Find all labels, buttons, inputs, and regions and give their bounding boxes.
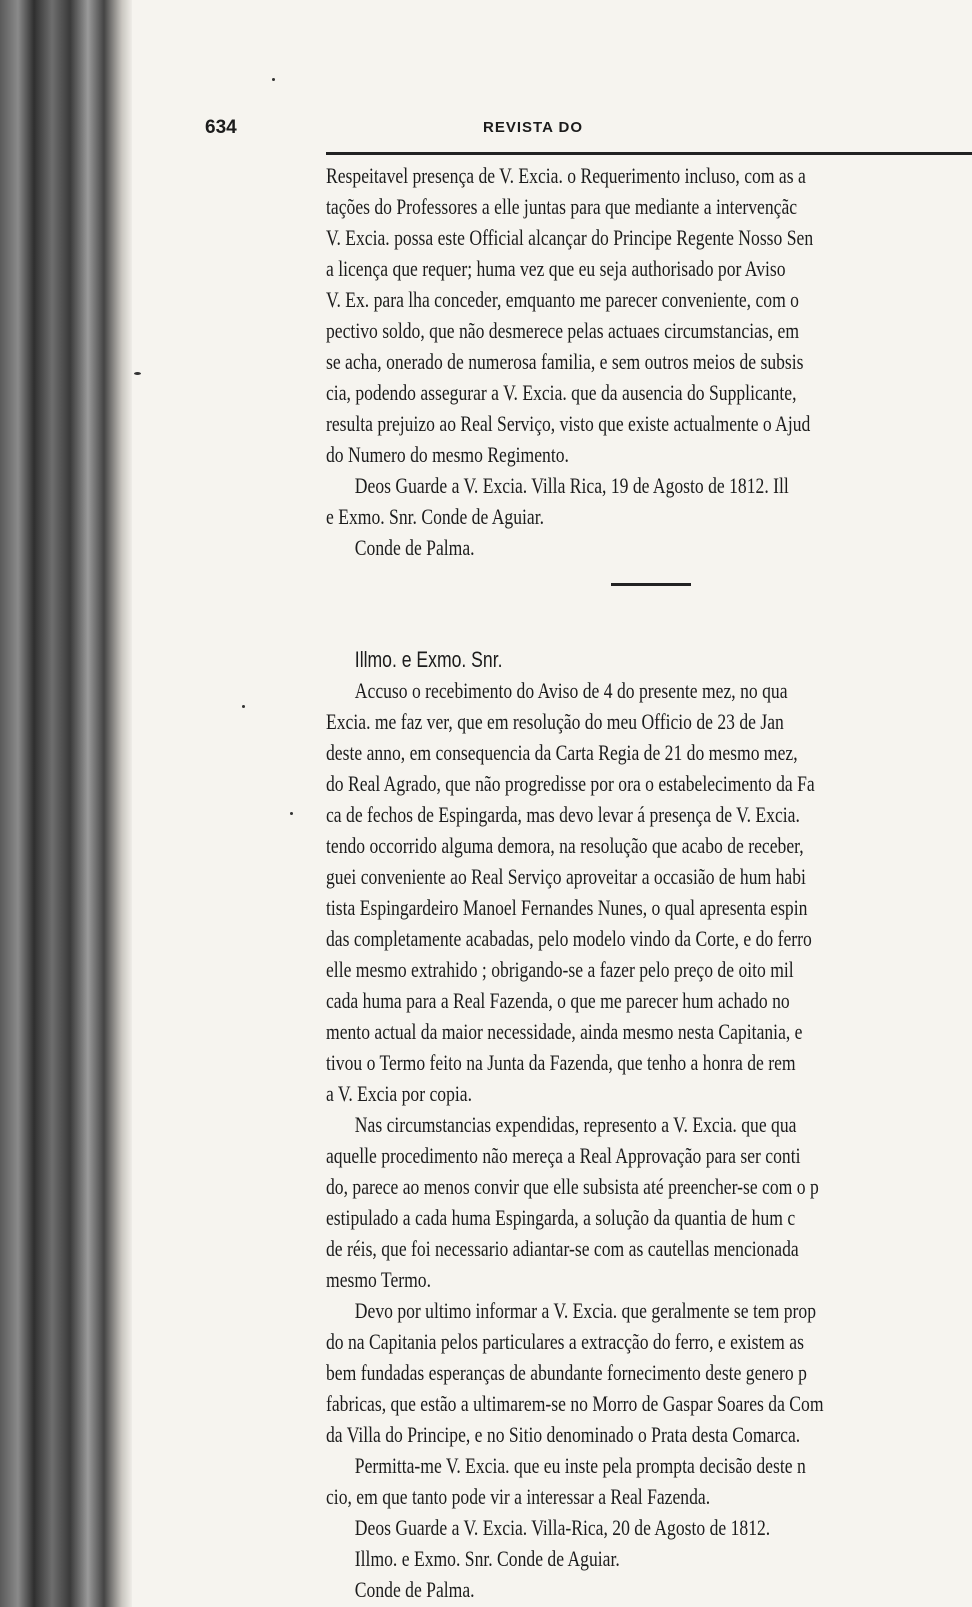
text-line: do, parece ao menos convir que elle subsista até preencher-se com o p [326,1174,819,1199]
section-separator [611,583,691,586]
closing-line: Deos Guarde a V. Excia. Villa Rica, 19 de Agosto de 1812. Ill [354,473,789,498]
text-body [326,160,972,1605]
running-title: REVISTA DO [483,119,584,136]
text-line: tações do Professores a elle juntas para que mediante a intervençãc [326,194,798,219]
header-rule [326,152,972,155]
text-line: Permitta-me V. Excia. que eu inste pela prompta decisão deste n [354,1453,806,1478]
text-line: mento actual da maior necessidade, ainda mesmo nesta Capitania, e [326,1019,803,1044]
text-line: de réis, que foi necessario adiantar-se com as cautellas mencionada [326,1236,799,1261]
signature-line: Conde de Palma. [354,1577,475,1602]
text-line: guei conveniente ao Real Serviço aproveitar a occasião de hum habi [326,864,806,889]
text-line: do Real Agrado, que não progredisse por ora o estabelecimento da Fa [326,771,815,796]
text-line: pectivo soldo, que não desmerece pelas actuaes circumstancias, em [326,318,800,343]
page-header [205,117,972,137]
text-line: da Villa do Principe, e no Sitio denominado o Prata desta Comarca. [326,1422,801,1447]
text-line: se acha, onerado de numerosa familia, e sem outros meios de subsis [326,349,804,374]
closing-line: Deos Guarde a V. Excia. Villa-Rica, 20 de Agosto de 1812. [354,1515,771,1540]
book-spine [0,0,132,1607]
page-number: 634 [205,117,237,138]
ink-speck [134,372,141,375]
text-line: cia, podendo assegurar a V. Excia. que da ausencia do Supplicante, [326,380,797,405]
addressee-line: e Exmo. Snr. Conde de Aguiar. [326,504,545,529]
salutation: Illmo. e Exmo. Snr. [354,647,503,672]
ink-speck [272,78,275,81]
signature-line: Conde de Palma. [354,535,475,560]
text-line: V. Ex. para lha conceder, emquanto me parecer conveniente, com o [326,287,799,312]
text-line: resulta prejuizo ao Real Serviço, visto que existe actualmente o Ajud [326,411,811,436]
text-line: das completamente acabadas, pelo modelo vindo da Corte, e do ferro [326,926,812,951]
text-line: tista Espingardeiro Manoel Fernandes Nunes, o qual apresenta espin [326,895,808,920]
text-line: tendo occorrido alguma demora, na resolução que acabo de receber, [326,833,804,858]
text-line: do na Capitania pelos particulares a extracção do ferro, e existem as [326,1329,804,1354]
text-line: elle mesmo extrahido ; obrigando-se a fazer pelo preço de oito mil [326,957,794,982]
text-line: a V. Excia por copia. [326,1081,472,1106]
text-line: cio, em que tanto pode vir a interessar a Real Fazenda. [326,1484,711,1509]
text-line: aquelle procedimento não mereça a Real Approvação para ser conti [326,1143,801,1168]
text-line: Excia. me faz ver, que em resolução do meu Officio de 23 de Jan [326,709,784,734]
text-line: a licença que requer; huma vez que eu seja authorisado por Aviso [326,256,786,281]
text-line: V. Excia. possa este Official alcançar do Principe Regente Nosso Sen [326,225,814,250]
text-line: Nas circumstancias expendidas, represento a V. Excia. que qua [354,1112,797,1137]
text-line: bem fundadas esperanças de abundante fornecimento deste genero p [326,1360,807,1385]
ink-speck [242,705,245,708]
text-line: Devo por ultimo informar a V. Excia. que geralmente se tem prop [354,1298,817,1323]
text-line: fabricas, que estão a ultimarem-se no Morro de Gaspar Soares da Com [326,1391,824,1416]
text-line: tivou o Termo feito na Junta da Fazenda, que tenho a honra de rem [326,1050,796,1075]
text-line: estipulado a cada huma Espingarda, a solução da quantia de hum c [326,1205,796,1230]
text-line: cada huma para a Real Fazenda, o que me parecer hum achado no [326,988,790,1013]
text-line: do Numero do mesmo Regimento. [326,442,569,467]
text-line: Accuso o recebimento do Aviso de 4 do presente mez, no qua [354,678,788,703]
addressee-line: Illmo. e Exmo. Snr. Conde de Aguiar. [354,1546,620,1571]
text-line: mesmo Termo. [326,1267,432,1292]
text-line: ca de fechos de Espingarda, mas devo levar á presença de V. Excia. [326,802,800,827]
ink-speck [290,812,293,815]
text-line: Respeitavel presença de V. Excia. o Requerimento incluso, com as a [326,163,806,188]
text-line: deste anno, em consequencia da Carta Regia de 21 do mesmo mez, [326,740,798,765]
